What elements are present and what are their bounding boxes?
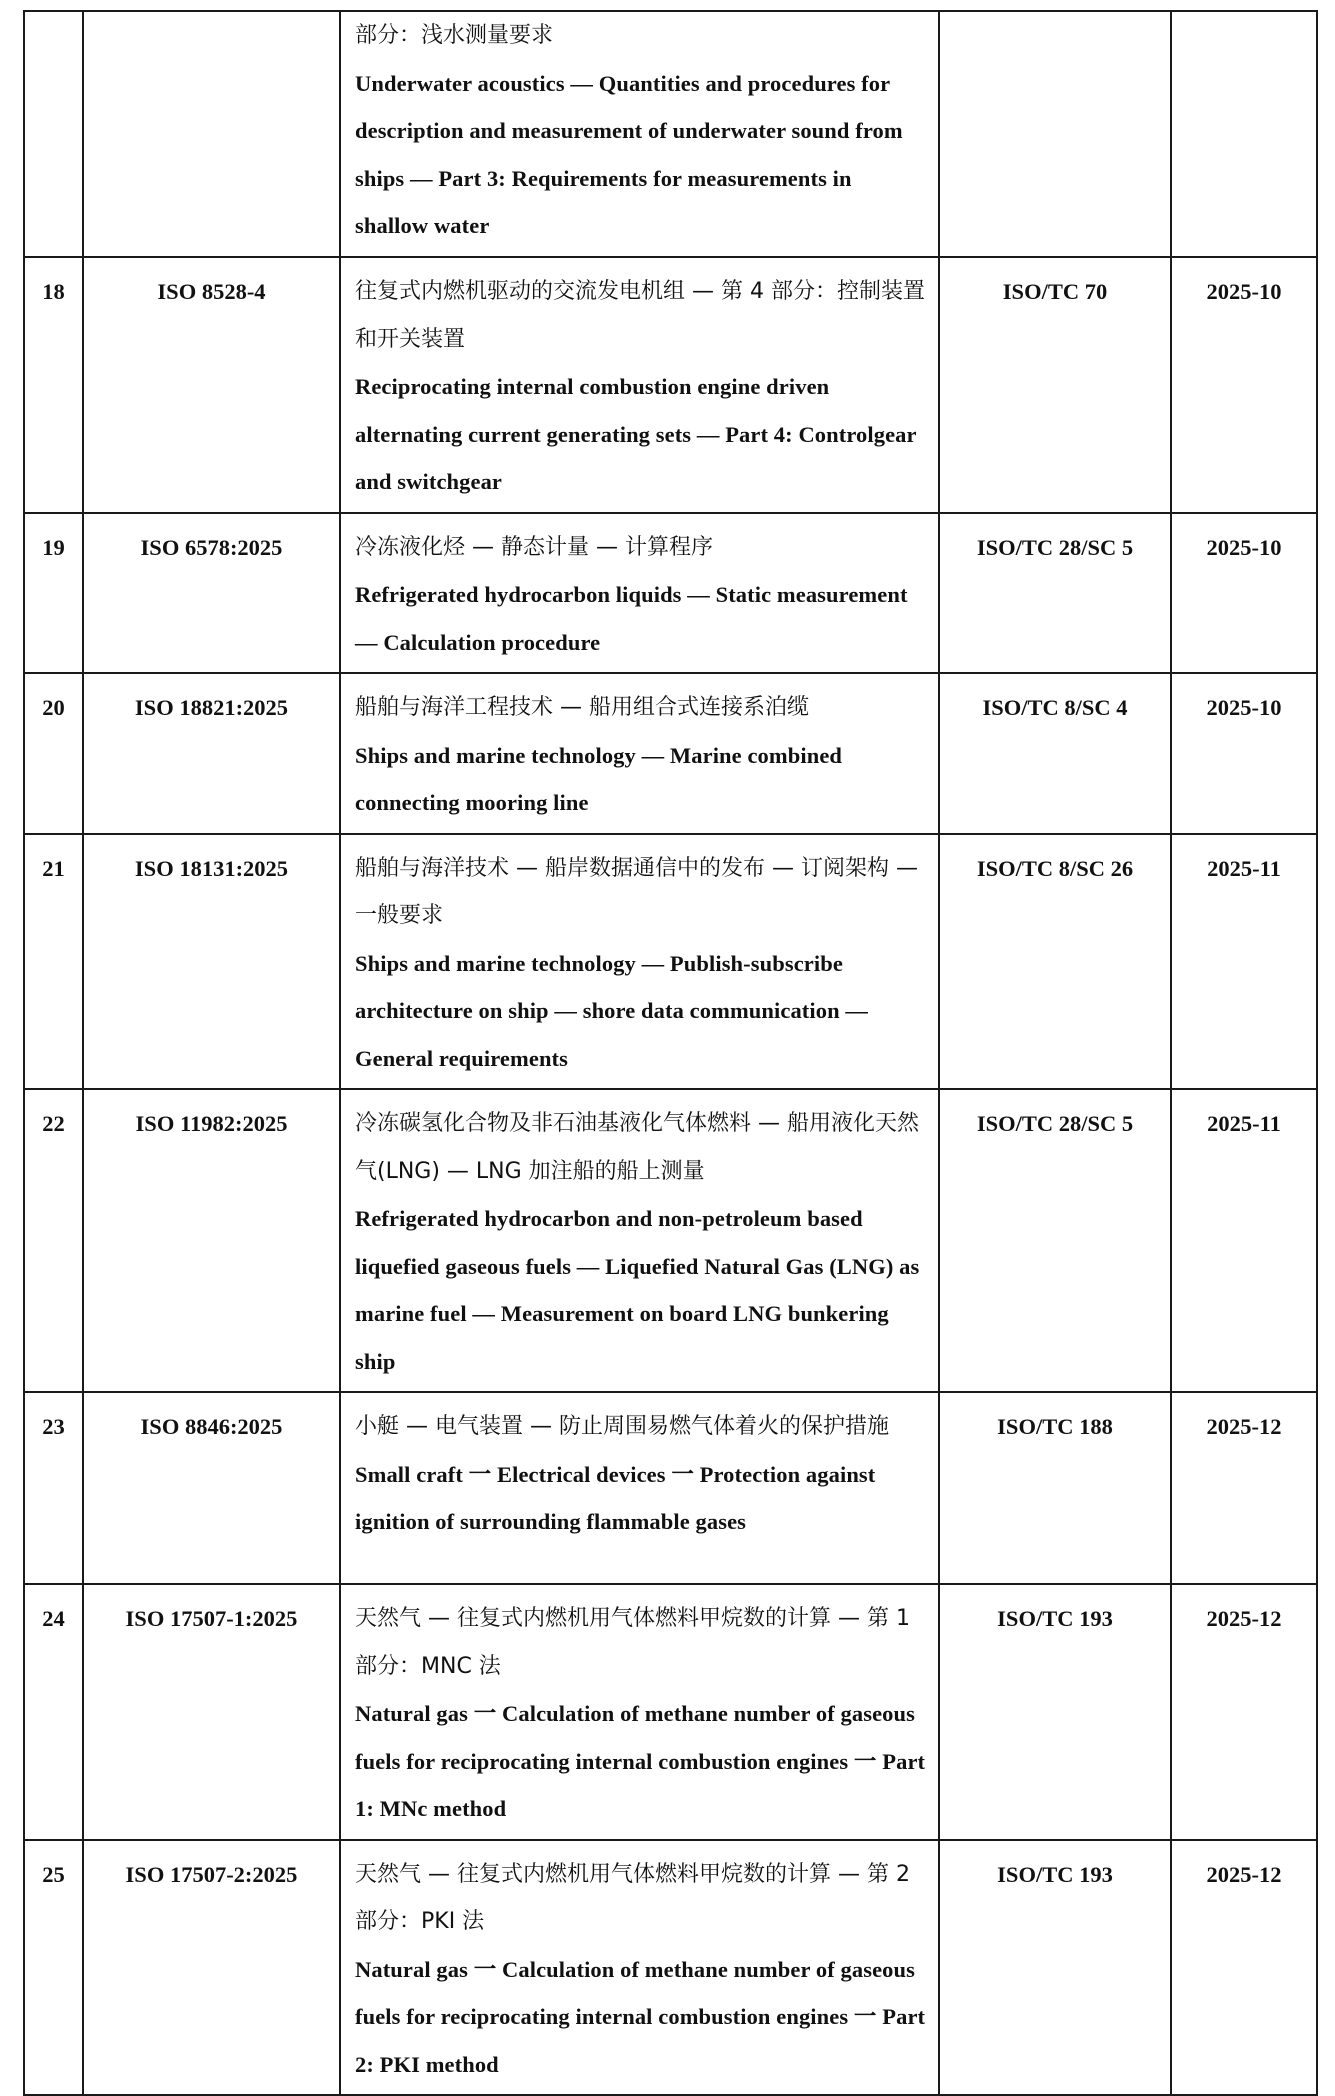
title-zh: 冷冻液化烃 — 静态计量 — 计算程序 <box>355 534 713 560</box>
title-en: Underwater acoustics — Quantities and procedures for description and measurement of underwater sound from ships — Part 3: Requirements for measurements in shallow water <box>355 70 903 238</box>
title-en: Natural gas 一 Calculation of methane number of gaseous fuels for reciprocating internal combustion engines 一 Part 2: PKI method <box>355 1956 926 2077</box>
committee <box>939 11 1171 257</box>
title-en: Refrigerated hydrocarbon and non-petroleum based liquefied gaseous fuels — Liquefied Natural Gas (LNG) as marine fuel — Measurement on board LNG bunkering ship <box>355 1206 920 1374</box>
publish-date: 2025-12 <box>1171 1840 1317 2096</box>
row-number: 24 <box>24 1584 83 1840</box>
publish-date: 2025-12 <box>1171 1584 1317 1840</box>
publish-date: 2025-10 <box>1171 513 1317 674</box>
committee: ISO/TC 8/SC 4 <box>939 673 1171 834</box>
standard-title <box>340 1392 939 1584</box>
title-en: Natural gas 一 Calculation of methane number of gaseous fuels for reciprocating internal combustion engines 一 Part 1: MNc method <box>355 1701 926 1821</box>
standard-code: ISO 8846:2025 <box>83 1392 340 1584</box>
standard-title <box>340 834 939 1090</box>
table-row <box>24 1840 1317 2096</box>
title-zh: 船舶与海洋技术 — 船岸数据通信中的发布 — 订阅架构 — 一般要求 <box>355 855 918 928</box>
standard-code: ISO 17507-1:2025 <box>83 1584 340 1840</box>
table-row <box>24 1584 1317 1840</box>
row-number: 20 <box>24 673 83 834</box>
table-row <box>24 513 1317 674</box>
title-zh: 天然气 — 往复式内燃机用气体燃料甲烷数的计算 — 第 2 部分：PKI 法 <box>355 1861 910 1934</box>
title-zh: 小艇 — 电气装置 — 防止周围易燃气体着火的保护措施 <box>355 1414 889 1439</box>
standard-title <box>340 1089 939 1392</box>
row-number: 18 <box>24 257 83 513</box>
standard-code: ISO 18821:2025 <box>83 673 340 834</box>
row-number: 22 <box>24 1089 83 1392</box>
publish-date: 2025-12 <box>1171 1392 1317 1584</box>
committee: ISO/TC 188 <box>939 1392 1171 1584</box>
table-row <box>24 1089 1317 1392</box>
standard-title <box>340 11 939 257</box>
title-zh: 天然气 — 往复式内燃机用气体燃料甲烷数的计算 — 第 1 部分：MNC 法 <box>355 1606 910 1679</box>
committee: ISO/TC 70 <box>939 257 1171 513</box>
table-row <box>24 673 1317 834</box>
row-number: 19 <box>24 513 83 674</box>
table-row-continuation <box>24 11 1317 257</box>
standard-code: ISO 17507-2:2025 <box>83 1840 340 2096</box>
standard-code: ISO 11982:2025 <box>83 1089 340 1392</box>
publish-date: 2025-11 <box>1171 834 1317 1090</box>
table-row <box>24 834 1317 1090</box>
standard-title <box>340 513 939 674</box>
committee: ISO/TC 28/SC 5 <box>939 1089 1171 1392</box>
standard-code: ISO 18131:2025 <box>83 834 340 1090</box>
publish-date: 2025-10 <box>1171 257 1317 513</box>
title-en: Ships and marine technology — Publish-subscribe architecture on ship — shore data communication — General requirements <box>355 950 869 1071</box>
committee: ISO/TC 193 <box>939 1840 1171 2096</box>
table-row <box>24 257 1317 513</box>
title-zh: 船舶与海洋工程技术 — 船用组合式连接系泊缆 <box>355 695 809 720</box>
table-row <box>24 1392 1317 1584</box>
standard-code: ISO 8528-4 <box>83 257 340 513</box>
publish-date: 2025-11 <box>1171 1089 1317 1392</box>
title-zh: 冷冻碳氢化合物及非石油基液化气体燃料 — 船用液化天然气(LNG) — LNG 加注船的船上测量 <box>355 1111 919 1184</box>
row-number: 23 <box>24 1392 83 1584</box>
row-number <box>24 11 83 257</box>
title-en: Refrigerated hydrocarbon liquids — Static measurement — Calculation procedure <box>355 582 908 655</box>
standards-table <box>23 10 1318 2096</box>
publish-date <box>1171 11 1317 257</box>
title-zh: 部分：浅水测量要求 <box>355 23 554 48</box>
title-en: Reciprocating internal combustion engine driven alternating current generating sets — Part 4: Controlgear and switchgear <box>355 374 917 494</box>
standard-code: ISO 6578:2025 <box>83 513 340 674</box>
standard-title <box>340 257 939 513</box>
title-en: Ships and marine technology — Marine combined connecting mooring line <box>355 742 843 815</box>
publish-date: 2025-10 <box>1171 673 1317 834</box>
committee: ISO/TC 8/SC 26 <box>939 834 1171 1090</box>
standard-code <box>83 11 340 257</box>
committee: ISO/TC 193 <box>939 1584 1171 1840</box>
standard-title <box>340 673 939 834</box>
title-en: Small craft 一 Electrical devices 一 Protection against ignition of surrounding flammable gases <box>355 1461 876 1534</box>
row-number: 21 <box>24 834 83 1090</box>
standard-title <box>340 1840 939 2096</box>
committee: ISO/TC 28/SC 5 <box>939 513 1171 674</box>
row-number: 25 <box>24 1840 83 2096</box>
standard-title <box>340 1584 939 1840</box>
title-zh: 往复式内燃机驱动的交流发电机组 — 第 4 部分：控制装置和开关装置 <box>355 279 925 352</box>
